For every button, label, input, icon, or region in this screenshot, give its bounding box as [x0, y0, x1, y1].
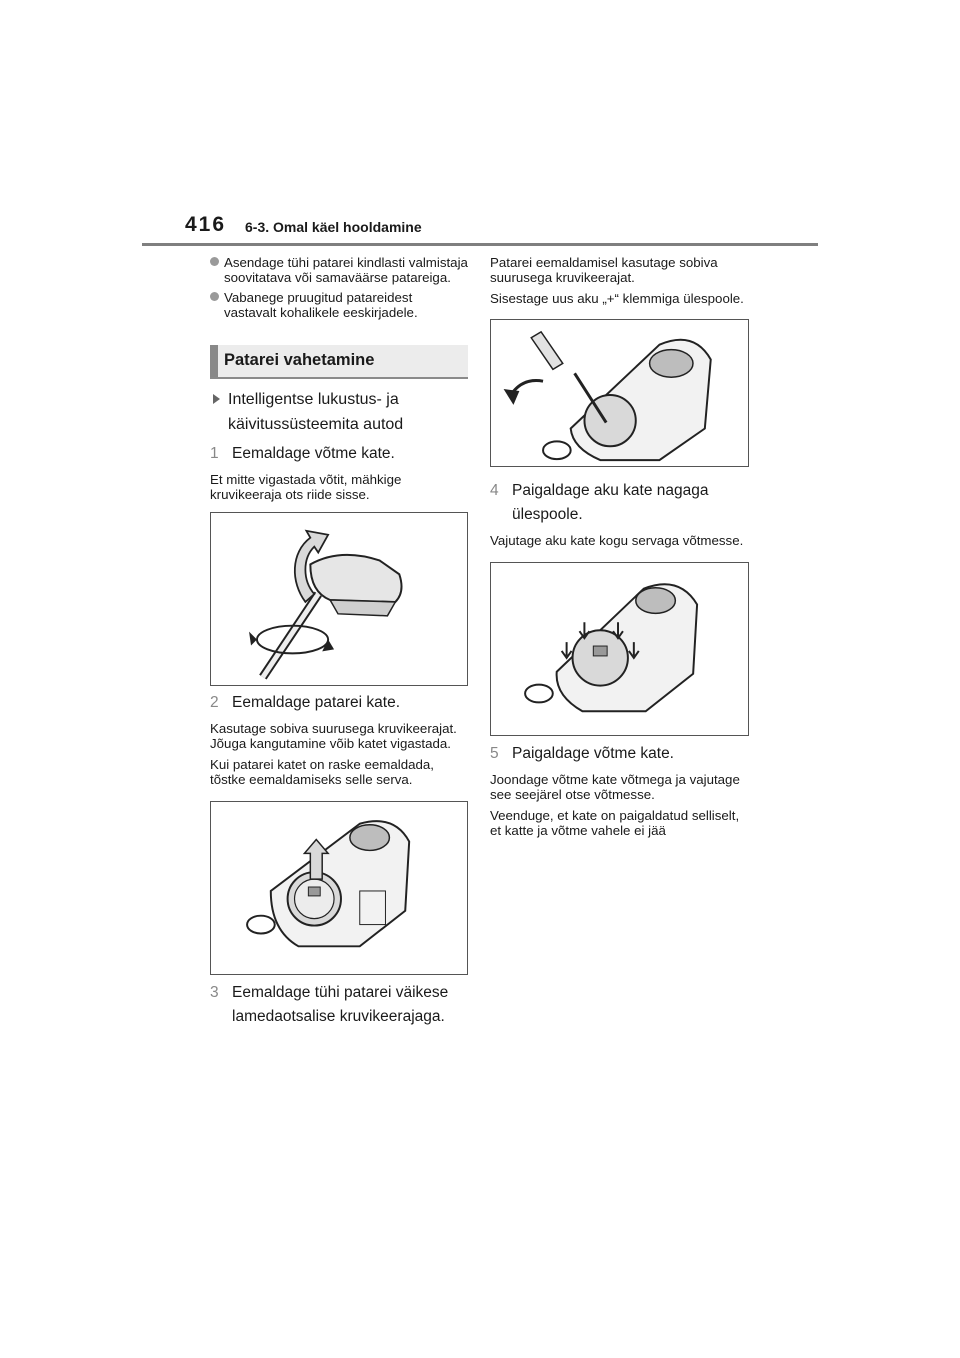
bullet-text: Vabanege pruugitud patareidest vastavalt kohalikele eeskirjadele.: [224, 290, 418, 320]
step-number: 5: [490, 745, 499, 762]
step-number: 3: [210, 984, 219, 1001]
figure-install-battery-cover: [490, 562, 749, 736]
step-text: Paigaldage võtme kate.: [512, 745, 674, 762]
bullet-item: [210, 256, 468, 285]
step-2-note-2: Kui patarei katet on raske eemaldada, tõstke eemaldamiseks selle serva.: [210, 757, 434, 787]
section-accent-bar: [210, 345, 218, 377]
key-cover-illustration: [211, 513, 467, 685]
section-header: [210, 345, 468, 379]
figure-remove-key-cover: [210, 512, 468, 686]
battery-cover-illustration: [211, 802, 467, 974]
bullet-dot-icon: [210, 257, 219, 266]
figure-remove-old-battery: [490, 319, 749, 467]
section-title: Patarei vahetamine: [224, 351, 375, 369]
step-2: [210, 691, 468, 715]
step-text: Eemaldage patarei kate.: [232, 694, 401, 711]
bullet-dot-icon: [210, 292, 219, 301]
page-number: 416: [185, 213, 227, 236]
step-2-note-1: Kasutage sobiva suurusega kruvikeerajat. Jõuga kangutamine võib katet vigastada.: [210, 721, 457, 751]
step-4: [490, 479, 750, 527]
step-5-note-2: Veenduge, et kate on paigaldatud selliselt, et katte ja võtme vahele ei jää: [490, 808, 740, 838]
step-4-note: Vajutage aku kate kogu servaga võtmesse.: [490, 532, 744, 548]
step-text: Eemaldage võtme kate.: [232, 445, 395, 462]
step-1-note: Et mitte vigastada võtit, mähkige kruvikeeraja ots riide sisse.: [210, 472, 402, 502]
step-text: Eemaldage tühi patarei väikese lamedaotsalise kruvikeerajaga.: [232, 984, 449, 1025]
paragraph: Sisestage uus aku „+“ klemmiga ülespoole.: [490, 291, 744, 306]
chapter-title: 6-3. Omal käel hooldamine: [245, 219, 422, 235]
step-number: 4: [490, 481, 499, 499]
step-5-note-1: Joondage võtme kate võtmega ja vajutage see seejärel otse võtmesse.: [490, 772, 740, 802]
step-number: 1: [210, 445, 219, 462]
figure-remove-battery-cover: [210, 801, 468, 975]
old-battery-illustration: [491, 320, 748, 466]
step-5: [490, 742, 750, 766]
install-cover-illustration: [491, 563, 748, 735]
triangle-marker-icon: [213, 394, 220, 404]
bullet-item: [210, 291, 468, 320]
paragraph: Patarei eemaldamisel kasutage sobiva suurusega kruvikeerajat.: [490, 255, 718, 285]
left-column: [210, 256, 468, 1029]
step-number: 2: [210, 694, 219, 711]
subheading: [210, 387, 468, 437]
step-3: [210, 981, 468, 1029]
step-1: [210, 442, 468, 466]
bullet-text: Asendage tühi patarei kindlasti valmistaja soovitatava või samaväärse patareiga.: [224, 255, 468, 285]
subheading-text: Intelligentse lukustus- ja käivitussüsteemita autod: [228, 391, 404, 433]
right-column: [490, 256, 750, 838]
step-text: Paigaldage aku kate nagaga ülespoole.: [512, 481, 709, 523]
header-rule: [142, 243, 818, 246]
